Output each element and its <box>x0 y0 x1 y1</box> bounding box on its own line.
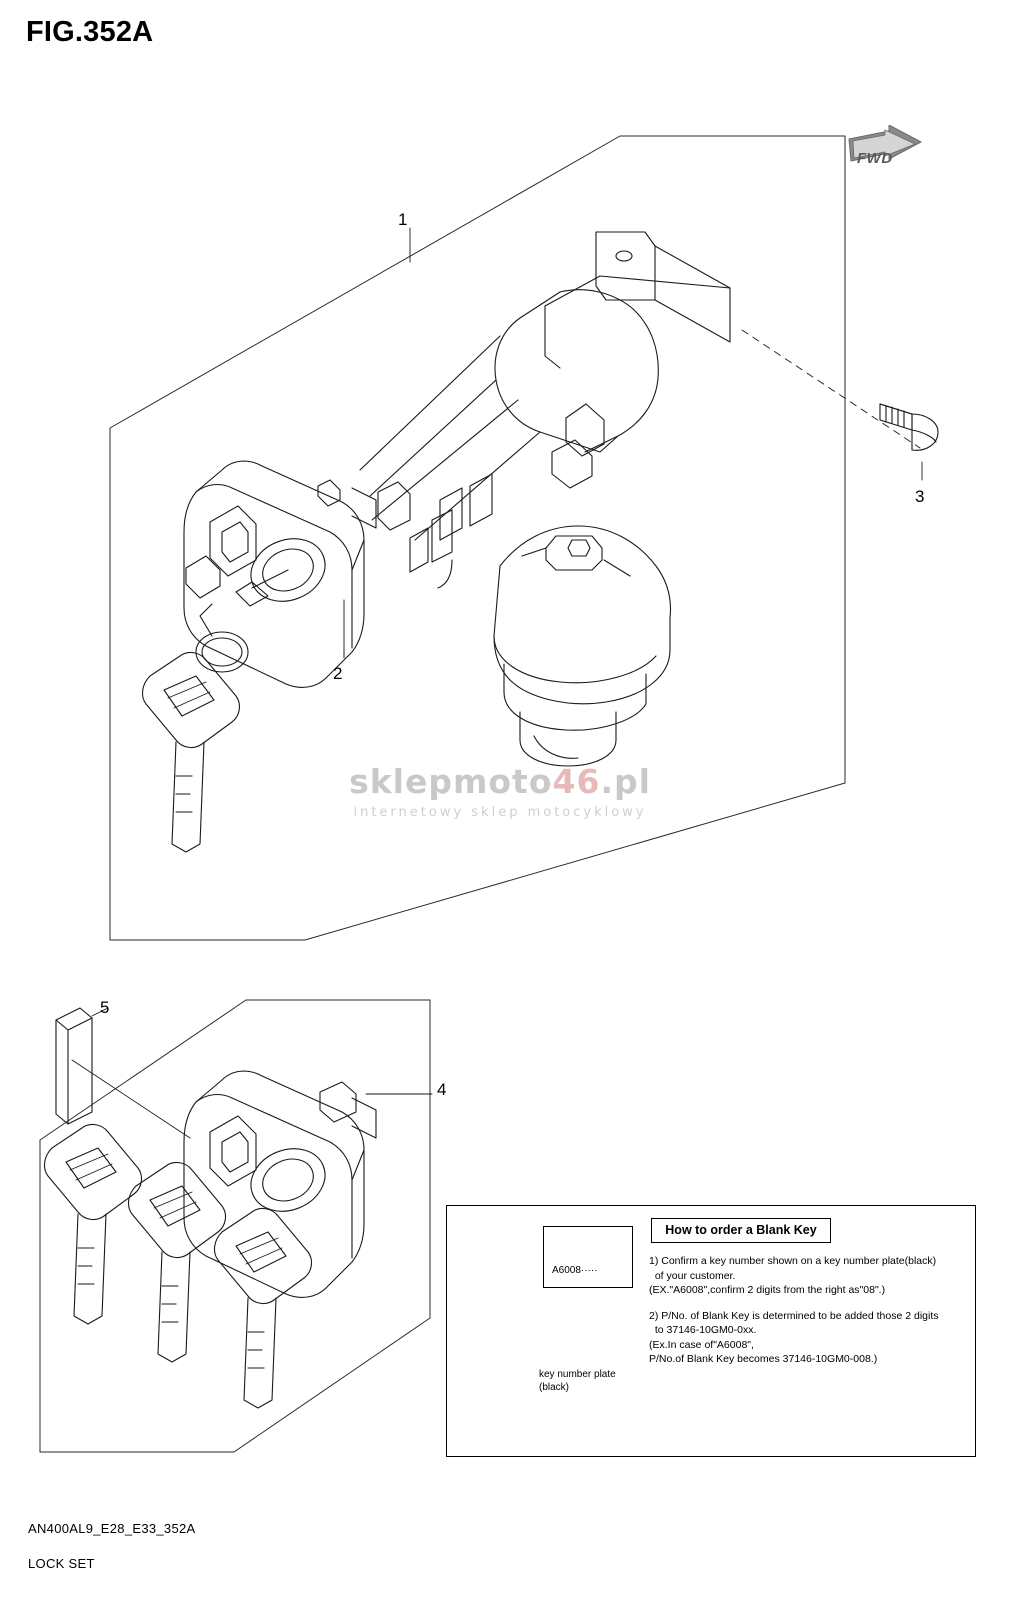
figure-code: AN400AL9_E28_E33_352A <box>28 1521 196 1536</box>
callout-3: 3 <box>915 487 925 506</box>
note-p1-line3: (EX."A6008",confirm 2 digits from the right as"08".) <box>649 1284 886 1296</box>
figure-name: LOCK SET <box>28 1556 95 1571</box>
note-p1-line1: 1) Confirm a key number shown on a key number plate(black) <box>649 1255 937 1267</box>
watermark-main <box>300 762 700 801</box>
watermark-text-left: sklepmoto <box>349 762 553 801</box>
callout-4: 4 <box>437 1080 447 1099</box>
callout-1: 1 <box>398 210 408 229</box>
watermark <box>300 762 700 820</box>
watermark-text-accent: 46 <box>552 762 601 801</box>
note-p2-line3: (Ex.In case of"A6008", <box>649 1338 754 1351</box>
forward-direction-label: FWD <box>857 150 893 167</box>
note-p1-line2: of your customer. <box>654 1269 736 1282</box>
caption-line-1: key number plate <box>539 1369 616 1380</box>
note-paragraph-2 <box>649 1309 969 1367</box>
page-title: FIG.352A <box>26 16 154 48</box>
note-paragraph-1 <box>649 1254 969 1298</box>
key-number-plate-illustration <box>543 1226 633 1288</box>
watermark-text-right: .pl <box>600 762 651 801</box>
note-title: How to order a Blank Key <box>651 1218 831 1243</box>
note-p2-line1: 2) P/No. of Blank Key is determined to be added those 2 digits <box>649 1309 939 1322</box>
note-p2-line4: P/No.of Blank Key becomes 37146-10GM0-008.) <box>649 1353 878 1365</box>
watermark-stripe <box>238 772 340 802</box>
key-number-plate-value: A6008····· <box>552 1265 598 1276</box>
key-number-plate-caption <box>539 1368 616 1394</box>
callout-2: 2 <box>333 664 343 683</box>
blank-key-note-box <box>446 1205 976 1457</box>
note-body <box>649 1254 969 1378</box>
watermark-subtitle: internetowy sklep motocyklowy <box>353 805 647 820</box>
note-p2-line2: to 37146-10GM0-0xx. <box>654 1324 757 1336</box>
caption-line-2: (black) <box>539 1382 570 1393</box>
callout-5: 5 <box>100 998 110 1017</box>
